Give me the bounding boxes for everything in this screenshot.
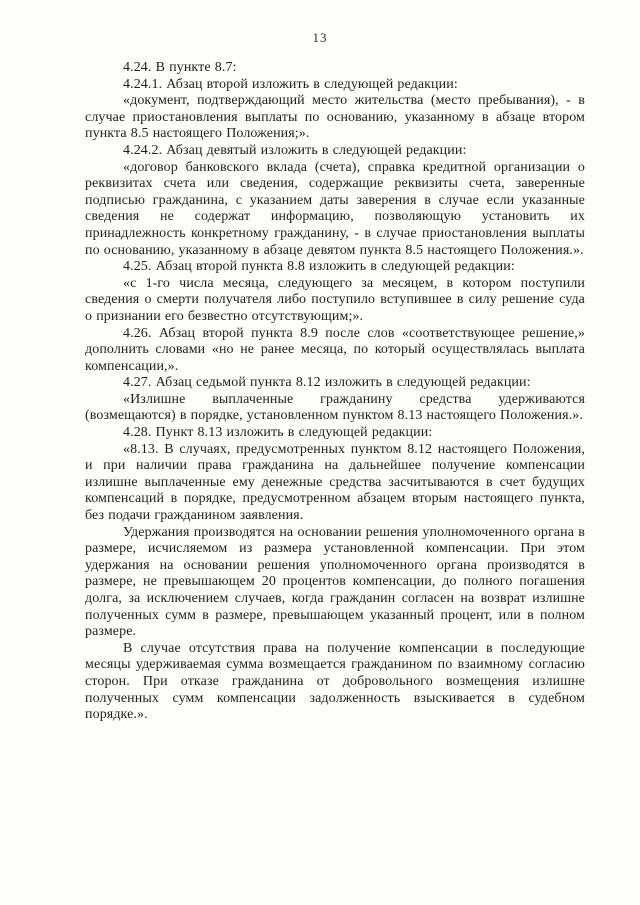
- paragraph-4-28-text-1: «8.13. В случаях, предусмотренных пунктом 8.12 настоящего Положения, и при наличии права гражданина на дальнейшее получение компенсации излишне выплаченные ему денежные средства засчитываются в счет будущих компенсаций в порядке, предусмотренном абзацем вторым настоящего пункта, без подачи гражданином заявления.: [85, 441, 585, 524]
- paragraph-4-28-text-3: В случае отсутствия права на получение компенсации в последующие месяцы удерживаемая сумма возмещается гражданином по взаимному согласию сторон. При отказе гражданина от добровольного возмещения излишне полученных сумм компенсации задолженность взыскивается в судебном порядке.».: [85, 640, 585, 723]
- document-body: [85, 60, 585, 724]
- paragraph-4-28: 4.28. Пункт 8.13 изложить в следующей редакции:: [123, 425, 433, 441]
- paragraph-4-24: 4.24. В пункте 8.7:: [123, 60, 237, 75]
- paragraph-4-27-text: «Излишне выплаченные гражданину средства удерживаются (возмещаются) в порядке, установленном пунктом 8.13 настоящего Положения.».: [85, 391, 585, 424]
- paragraph-4-28-text-2: Удержания производятся на основании решения уполномоченного органа в размере, исчисляемом из размера установленной компенсации. При этом удержания на основании решения уполномоченного органа производятся в размере, не превышающем 20 процентов компенсации, до полного погашения долга, за исключением случаев, когда гражданин согласен на возврат излишне полученных сумм в размере, превышающем указанный процент, или в полном размере.: [85, 524, 585, 640]
- paragraph-4-24-2-text: «договор банковского вклада (счета), справка кредитной организации о реквизитах счета или сведения, содержащие реквизиты счета, заверенные подписью гражданина, с указанием даты заверения в случае если указанные сведения не содержат информацию, позволяющую установить их принадлежность конкретному гражданину, - в случае приостановления выплаты по основанию, указанному в абзаце девятом пункта 8.5 настоящего Положения.».: [85, 159, 585, 258]
- paragraph-4-24-1-text: «документ, подтверждающий место жительства (место пребывания), - в случае приостановления выплаты по основанию, указанному в абзаце втором пункта 8.5 настоящего Положения;».: [85, 93, 585, 142]
- page-number: 13: [312, 30, 328, 45]
- paragraph-4-26: 4.26. Абзац второй пункта 8.9 после слов «соответствующее решение,» дополнить словами «но не ранее месяца, по который осуществлялась выплата компенсации,».: [85, 325, 585, 374]
- paragraph-4-24-2: 4.24.2. Абзац девятый изложить в следующей редакции:: [123, 142, 467, 158]
- paragraph-4-24-1: 4.24.1. Абзац второй изложить в следующей редакции:: [123, 76, 458, 92]
- paragraph-4-25-text: «с 1-го числа месяца, следующего за месяцем, в котором поступили сведения о смерти получателя либо поступило вступившее в силу решение суда о признании его безвестно отсутствующим;».: [85, 275, 585, 324]
- paragraph-4-25: 4.25. Абзац второй пункта 8.8 изложить в следующей редакции:: [123, 259, 515, 275]
- paragraph-4-27: 4.27. Абзац седьмой пункта 8.12 изложить в следующей редакции:: [123, 375, 531, 391]
